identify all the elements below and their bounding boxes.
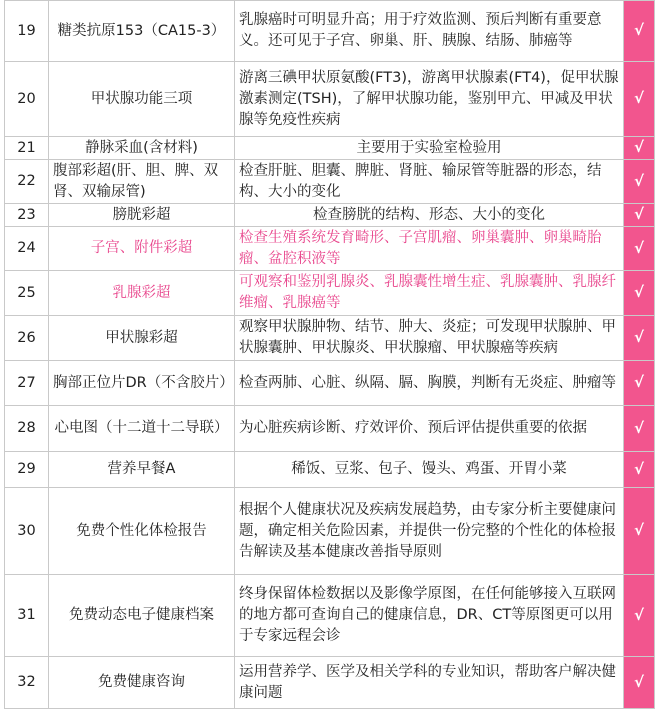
exam-description: 检查膀胱的结构、形态、大小的变化 [235,204,624,227]
check-cell [624,361,655,406]
exam-description: 游离三碘甲状原氨酸(FT3)，游离甲状腺素(FT4)，促甲状腺激素测定(TSH)，了解甲状腺功能，鉴别甲亢、甲减及甲状腺等免疫性疾病 [235,62,624,137]
table-row [5,137,655,160]
exam-description: 根据个人健康状况及疾病发展趋势，由专家分析主要健康问题，确定相关危险因素，并提供一份完整的个性化的体检报告解读及基本健康改善指导原则 [235,488,624,575]
table-row [5,452,655,488]
exam-item: 免费个性化体检报告 [49,488,235,575]
exam-item: 糖类抗原153（CA15-3） [49,1,235,62]
table-row [5,406,655,452]
check-cell [624,204,655,227]
table-row [5,1,655,62]
exam-description: 观察甲状腺肿物、结节、肿大、炎症；可发现甲状腺肿、甲状腺囊肿、甲状腺炎、甲状腺瘤、甲状腺癌等疾病 [235,316,624,361]
exam-item: 静脉采血(含材料) [49,137,235,160]
table-row [5,488,655,575]
row-number: 25 [5,271,49,316]
table-row [5,62,655,137]
table-row [5,204,655,227]
check-cell [624,62,655,137]
row-number: 28 [5,406,49,452]
exam-description: 可观察和鉴别乳腺炎、乳腺囊性增生症、乳腺囊肿、乳腺纤维瘤、乳腺癌等 [235,271,624,316]
row-number: 31 [5,575,49,657]
row-number: 26 [5,316,49,361]
exam-description: 检查生殖系统发育畸形、子宫肌瘤、卵巢囊肿、卵巢畸胎瘤、盆腔积液等 [235,227,624,271]
check-icon: √ [633,238,644,257]
check-icon: √ [633,328,644,346]
exam-item: 免费健康咨询 [49,657,235,709]
exam-description: 检查两肺、心脏、纵隔、膈、胸膜，判断有无炎症、肿瘤等 [235,361,624,406]
check-cell [624,1,655,62]
check-cell [624,575,655,657]
exam-description: 为心脏疾病诊断、疗效评价、预后评估提供重要的依据 [235,406,624,452]
row-number: 24 [5,227,49,271]
check-icon: √ [633,521,644,539]
table-row [5,316,655,361]
exam-description: 检查肝脏、胆囊、脾脏、肾脏、输尿管等脏器的形态，结构、大小的变化 [235,160,624,204]
check-icon: √ [633,205,644,223]
row-number: 29 [5,452,49,488]
check-icon: √ [633,605,644,624]
check-cell [624,271,655,316]
check-cell [624,137,655,160]
check-icon: √ [633,418,644,437]
check-icon: √ [633,373,644,391]
check-icon: √ [633,89,644,107]
check-cell [624,316,655,361]
exam-description: 稀饭、豆浆、包子、馒头、鸡蛋、开胃小菜 [235,452,624,488]
exam-description: 主要用于实验室检验用 [235,137,624,160]
row-number: 32 [5,657,49,709]
check-icon: √ [633,672,644,691]
exam-items-table [4,0,655,709]
exam-item: 乳腺彩超 [49,271,235,316]
table-row [5,361,655,406]
check-cell [624,406,655,452]
row-number: 21 [5,137,49,160]
row-number: 19 [5,1,49,62]
row-number: 20 [5,62,49,137]
check-icon: √ [633,138,644,156]
row-number: 30 [5,488,49,575]
check-cell [624,227,655,271]
exam-item: 胸部正位片DR（不含胶片） [49,361,235,406]
exam-item: 心电图（十二道十二导联） [49,406,235,452]
check-cell [624,488,655,575]
exam-description: 运用营养学、医学及相关学科的专业知识，帮助客户解决健康问题 [235,657,624,709]
exam-description: 终身保留体检数据以及影像学原图，在任何能够接入互联网的地方都可查询自己的健康信息，DR、CT等原图更可以用于专家远程会诊 [235,575,624,657]
exam-description: 乳腺癌时可明显升高；用于疗效监测、预后判断有重要意义。还可见于子宫、卵巢、肝、胰腺、结肠、肺癌等 [235,1,624,62]
exam-item: 膀胱彩超 [49,204,235,227]
table-row [5,657,655,709]
check-icon: √ [633,283,644,301]
check-cell [624,160,655,204]
exam-item: 免费动态电子健康档案 [49,575,235,657]
check-cell [624,452,655,488]
check-icon: √ [633,459,644,478]
check-cell [624,657,655,709]
exam-item: 腹部彩超(肝、胆、脾、双肾、双输尿管) [49,160,235,204]
row-number: 27 [5,361,49,406]
row-number: 23 [5,204,49,227]
check-icon: √ [633,171,644,190]
table-row [5,271,655,316]
exam-item: 甲状腺彩超 [49,316,235,361]
row-number: 22 [5,160,49,204]
table-row [5,575,655,657]
table-row [5,227,655,271]
table-row [5,160,655,204]
check-icon: √ [633,21,644,39]
exam-item: 甲状腺功能三项 [49,62,235,137]
exam-item: 营养早餐A [49,452,235,488]
exam-item: 子宫、附件彩超 [49,227,235,271]
